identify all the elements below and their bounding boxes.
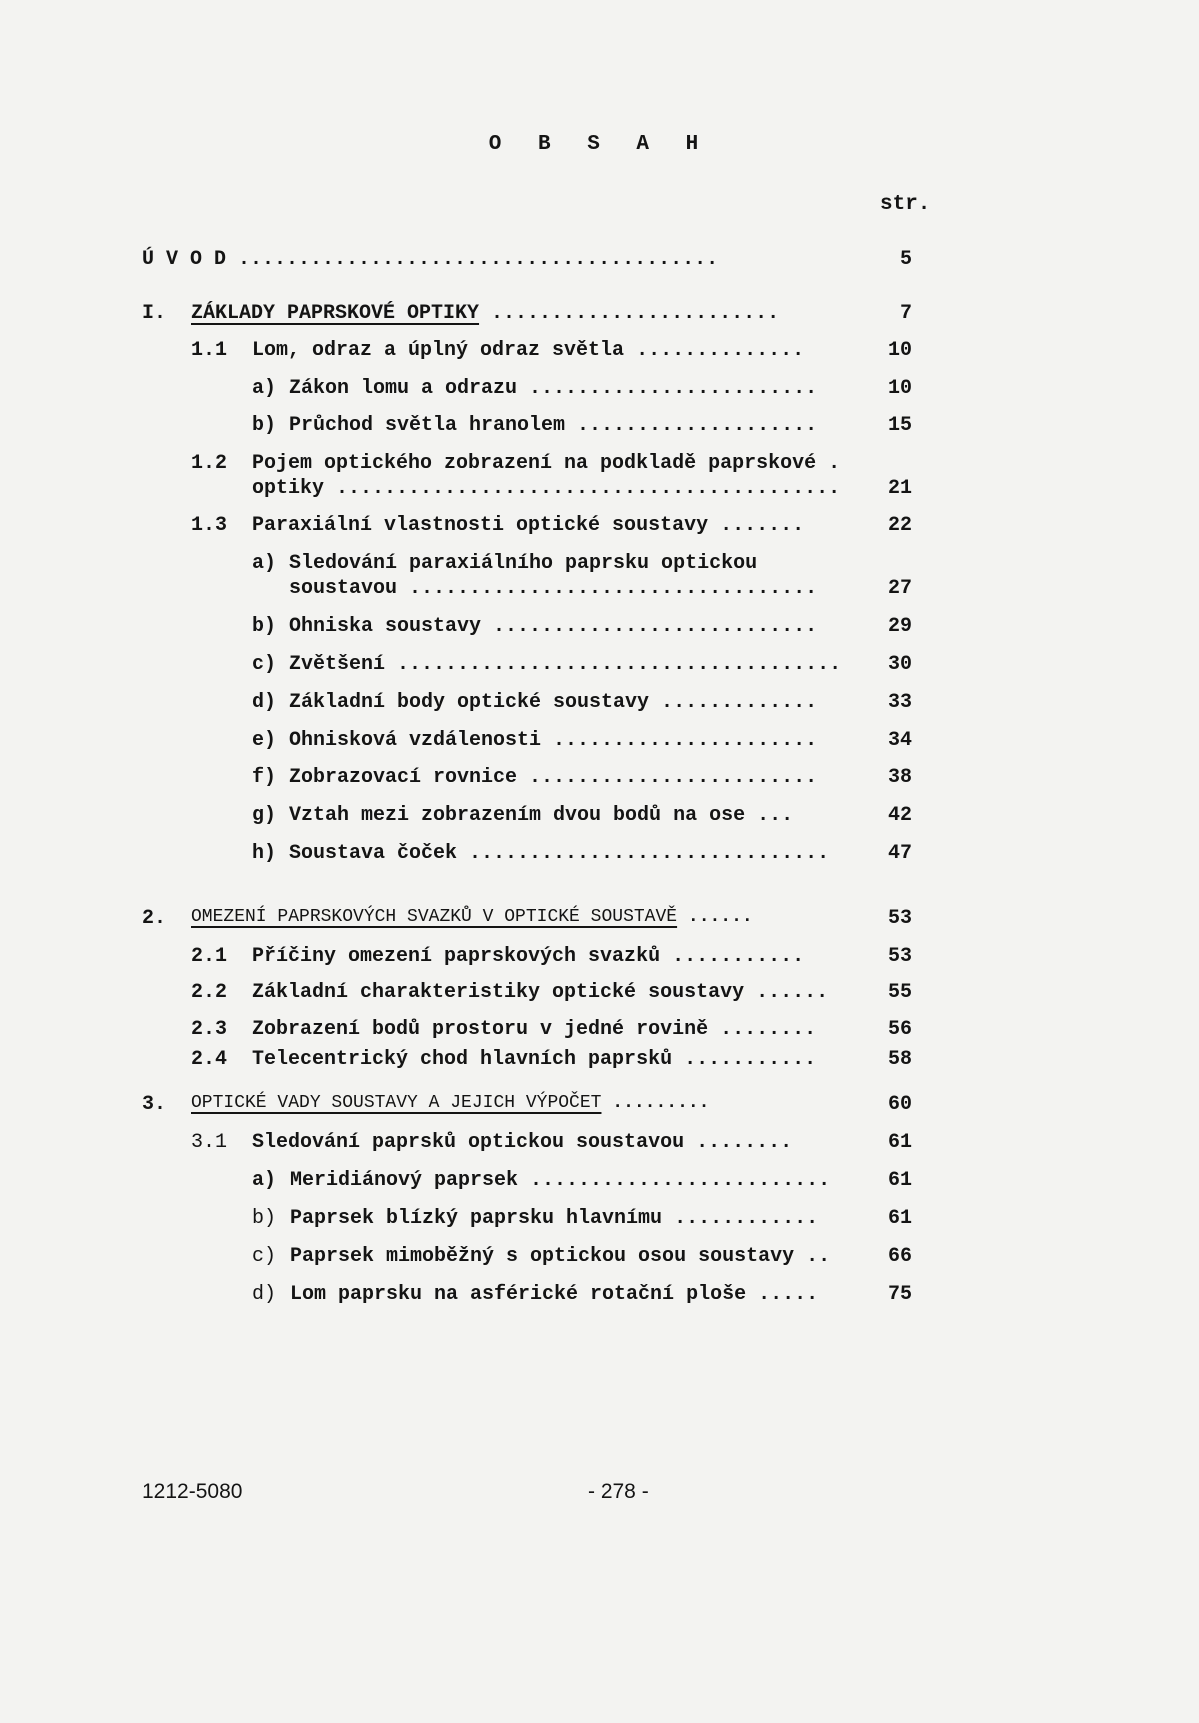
toc-subsection-title: Zákon lomu a odrazu ........................ (289, 377, 818, 400)
chapter-title-text: ZÁKLADY PAPRSKOVÉ OPTIKY (191, 302, 480, 325)
toc-page-number: 53 (887, 945, 912, 968)
toc-page-number: 61 (887, 1131, 912, 1154)
toc-subsection-letter: f) (252, 766, 277, 789)
toc-subsection-title: Základní body optické soustavy ............. (289, 691, 818, 714)
toc-page-number: 15 (887, 414, 912, 437)
toc-subsection-title: Průchod světla hranolem .................... (289, 414, 818, 437)
toc-subsection-title: Soustava čoček .............................. (289, 842, 830, 865)
toc-section-number: 1.2 (191, 452, 228, 475)
toc-page-number: 5 (899, 248, 912, 271)
toc-page-number: 10 (887, 377, 912, 400)
toc-section-title: Příčiny omezení paprskových svazků ........... (252, 945, 805, 968)
toc-subsection-title: Ohniska soustavy ........................... (289, 615, 818, 638)
toc-page-number: 75 (887, 1283, 912, 1306)
toc-page-number: 66 (887, 1245, 912, 1268)
toc-section-title: Paraxiální vlastnosti optické soustavy ....... (252, 514, 805, 537)
toc-page-number: 29 (887, 615, 912, 638)
toc-subsection-letter: g) (252, 804, 277, 827)
toc-subsection-letter: h) (252, 842, 277, 865)
toc-page-number: 33 (887, 691, 912, 714)
toc-page-number: 58 (887, 1048, 912, 1071)
toc-section-number: 2.4 (191, 1048, 228, 1071)
toc-chapter-number: I. (142, 302, 167, 325)
page-number: - 278 - (588, 1480, 649, 1503)
toc-page-number: 53 (887, 907, 912, 930)
toc-page-number: 21 (887, 477, 912, 500)
toc-subsection-letter: c) (252, 653, 277, 676)
toc-section-title: Základní charakteristiky optické soustavy ...... (252, 981, 829, 1004)
toc-page-number: 60 (887, 1093, 912, 1116)
toc-subsection-letter: d) (252, 691, 277, 714)
toc-chapter-title (191, 1093, 710, 1113)
toc-leader-dots: ......... (601, 1093, 710, 1113)
toc-subsection-title: Lom paprsku na asférické rotační ploše ..... (290, 1283, 819, 1306)
toc-subsection-letter: b) (252, 414, 277, 437)
toc-section-number: 2.3 (191, 1018, 228, 1041)
toc-subsection-title: Paprsek mimoběžný s optickou osou soustavy .. (290, 1245, 831, 1268)
toc-subsection-letter: b) (252, 615, 277, 638)
toc-section-number: 2.1 (191, 945, 228, 968)
chapter-title-text: OPTICKÉ VADY SOUSTAVY A JEJICH VÝPOČET (191, 1093, 602, 1113)
toc-subsection-letter: b) (252, 1207, 277, 1230)
toc-section-number: 3.1 (191, 1131, 228, 1154)
toc-section-number: 1.3 (191, 514, 228, 537)
toc-entry-uvod (142, 248, 718, 271)
toc-chapter-title (191, 907, 753, 927)
toc-subsection-title: Meridiánový paprsek ......................... (290, 1169, 831, 1192)
toc-page-number: 34 (887, 729, 912, 752)
toc-subsection-letter: a) (252, 1169, 277, 1192)
toc-subsection-title: Paprsek blízký paprsku hlavnímu ............ (290, 1207, 819, 1230)
toc-subsection-title: Vztah mezi zobrazením dvou bodů na ose ... (289, 804, 794, 827)
toc-page-number: 56 (887, 1018, 912, 1041)
toc-subsection-title: Sledování paraxiálního paprsku optickou (289, 552, 758, 575)
toc-section-title-continued: optiky .......................................... (252, 477, 841, 500)
toc-page-number: 55 (887, 981, 912, 1004)
toc-subsection-title: Zobrazovací rovnice ........................ (289, 766, 818, 789)
toc-page-number: 38 (887, 766, 912, 789)
toc-subsection-letter: a) (252, 377, 277, 400)
document-code: 1212-5080 (142, 1480, 243, 1503)
toc-subsection-letter: c) (252, 1245, 277, 1268)
page-column-label: str. (880, 193, 931, 216)
toc-page-number: 22 (887, 514, 912, 537)
toc-section-number: 1.1 (191, 339, 228, 362)
toc-leader-dots: ...... (677, 907, 753, 927)
toc-section-number: 2.2 (191, 981, 228, 1004)
toc-section-title: Sledování paprsků optickou soustavou ........ (252, 1131, 793, 1154)
toc-subsection-letter: d) (252, 1283, 277, 1306)
toc-leader-dots: ........................ (479, 302, 780, 325)
toc-subsection-title: Zvětšení ..................................... (289, 653, 842, 676)
toc-subsection-title: Ohnisková vzdálenosti ...................... (289, 729, 818, 752)
toc-chapter-number: 3. (142, 1093, 167, 1116)
toc-subsection-letter: e) (252, 729, 277, 752)
toc-section-title: Pojem optického zobrazení na podkladě paprskové . (252, 452, 841, 475)
toc-chapter-title (191, 302, 779, 325)
toc-page-number: 61 (887, 1169, 912, 1192)
toc-page-number: 61 (887, 1207, 912, 1230)
toc-page-number: 30 (887, 653, 912, 676)
toc-section-title: Lom, odraz a úplný odraz světla .............. (252, 339, 805, 362)
toc-page-number: 47 (887, 842, 912, 865)
toc-page-number: 10 (887, 339, 912, 362)
chapter-title-text: OMEZENÍ PAPRSKOVÝCH SVAZKŮ V OPTICKÉ SOUSTAVĚ (191, 907, 678, 927)
toc-page-number: 7 (899, 302, 912, 325)
toc-subsection-title-continued: soustavou .................................. (289, 577, 818, 600)
page-title: O B S A H (488, 133, 711, 156)
toc-entry-text: Ú V O D ........................................ (142, 248, 719, 271)
toc-section-title: Telecentrický chod hlavních paprsků ........... (252, 1048, 817, 1071)
toc-page-number: 42 (887, 804, 912, 827)
toc-page-number: 27 (887, 577, 912, 600)
toc-chapter-number: 2. (142, 907, 167, 930)
toc-subsection-letter: a) (252, 552, 277, 575)
toc-section-title: Zobrazení bodů prostoru v jedné rovině ........ (252, 1018, 817, 1041)
